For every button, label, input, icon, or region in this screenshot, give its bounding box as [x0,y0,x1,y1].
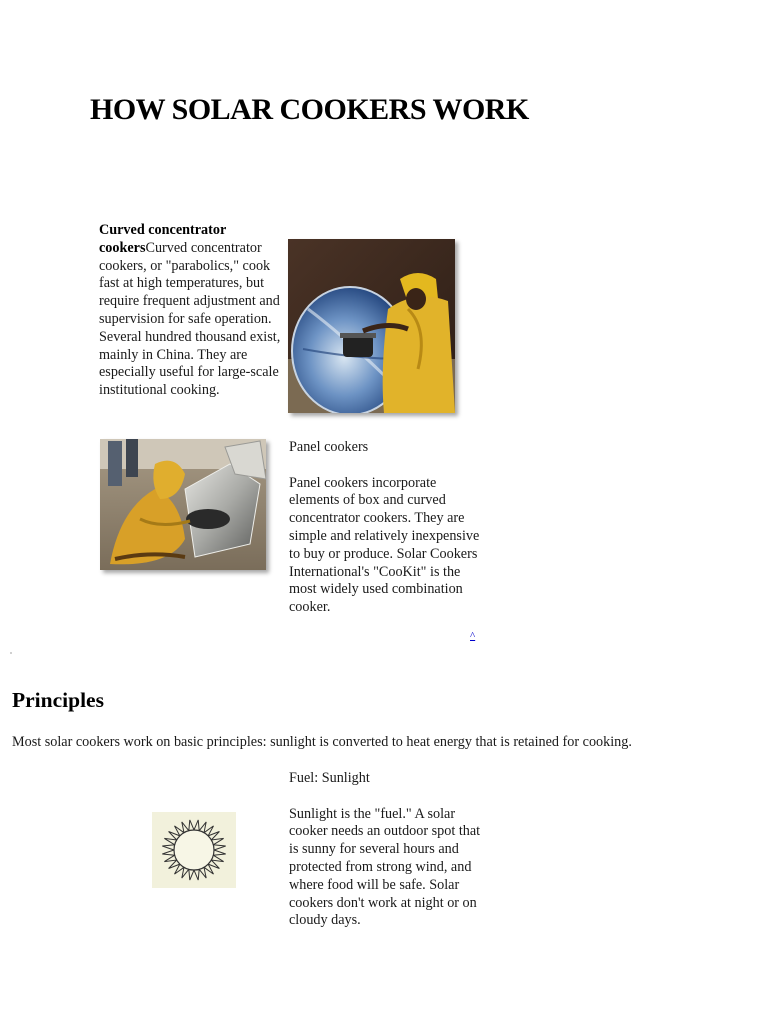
sun-icon [152,812,236,888]
curved-concentrator-heading: Curved concentrator cookers [99,222,227,256]
curved-concentrator-section [99,222,285,400]
page-title: HOW SOLAR COOKERS WORK [90,93,529,126]
divider-dot [10,652,12,654]
fuel-body: Sunlight is the "fuel." A solar cooker needs an outdoor spot that is sunny for several hours and protected from strong wind, and where food will be safe. Solar cookers don't work at night or on cloudy days. [289,805,481,929]
fuel-sunlight-section [289,770,489,948]
principles-intro: Most solar cookers work on basic principles: sunlight is converted to heat energy that is retained for cooking. [12,734,632,750]
back-to-top-link[interactable]: ^ [470,630,476,642]
fuel-heading: Fuel: Sunlight [289,770,370,786]
curved-concentrator-body: Curved concentrator cookers, or "parabolics," cook fast at high temperatures, but require frequent adjustment and supervision for safe operation. Several hundred thousand exist, mainly in China. They are especially useful for large-scale institutional cooking. [99,239,281,399]
principles-heading: Principles [12,688,104,712]
panel-cooker-section [289,439,481,635]
panel-cooker-heading: Panel cookers [289,439,369,455]
panel-cooker-photo [100,439,266,570]
panel-cooker-body: Panel cookers incorporate elements of box and curved concentrator cookers. They are simple and relatively inexpensive to buy or produce. Solar Cookers International's "CooKit" is the most widely used combination cooker. [289,474,480,616]
curved-concentrator-photo [288,239,455,413]
